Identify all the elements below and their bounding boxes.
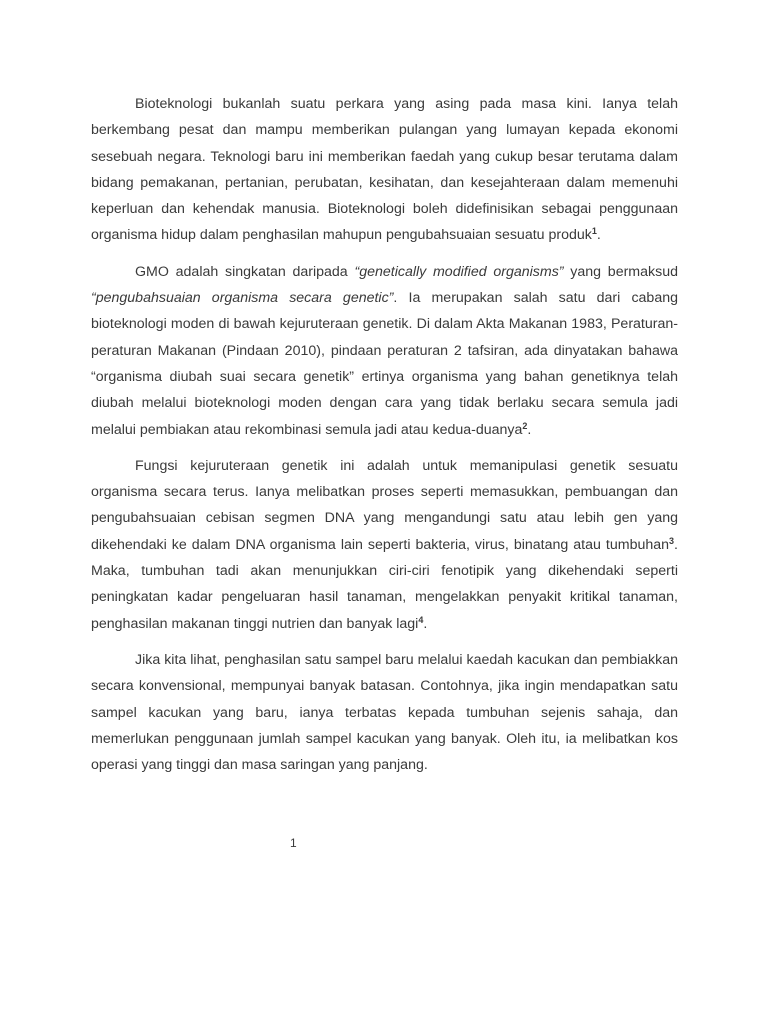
text-run: . <box>527 421 532 438</box>
italic-term: “pengubahsuaian organisma secara genetic” <box>91 290 394 307</box>
text-run: . Maka, tumbuhan tadi akan menunjukkan ciri-ciri fenotipik yang dikehendaki seperti peningkatan kadar pengeluaran hasil tanaman, mengelakkan penyakit kritikal tanaman, penghasilan makanan tinggi nutrien dan banyak lagi <box>91 536 678 632</box>
paragraph-kacukan <box>91 647 678 778</box>
text-run: yang bermaksud <box>563 263 678 280</box>
italic-term: “genetically modified organisms” <box>354 263 564 280</box>
text-run: . <box>423 615 428 632</box>
text-run: Fungsi kejuruteraan genetik ini adalah untuk memanipulasi genetik sesuatu organisma secara terus. Ianya melibatkan proses seperti memasukkan, pembuangan dan pengubahsuaian cebisan segmen DNA yang mengandungi satu atau lebih gen yang dikehendaki ke dalam DNA organisma lain seperti bakteria, virus, binatang atau tumbuhan <box>91 457 678 553</box>
footnote-ref-3: 3 <box>669 535 675 546</box>
text-run: GMO adalah singkatan daripada <box>135 263 355 280</box>
body-text <box>91 91 678 788</box>
text-run: Jika kita lihat, penghasilan satu sampel baru melalui kaedah kacukan dan pembiakkan secara konvensional, mempunyai banyak batasan. Contohnya, jika ingin mendapatkan satu sampel kacukan yang baru, ianya terbatas kepada tumbuhan sejenis sahaja, dan memerlukan penggunaan jumlah sampel kacukan yang banyak. Oleh itu, ia melibatkan kos operasi yang tinggi dan masa saringan yang panjang. <box>91 651 678 774</box>
text-run: . Ia merupakan salah satu dari cabang bioteknologi moden di bawah kejuruteraan genetik. Di dalam Akta Makanan 1983, Peraturan-peraturan Makanan (Pindaan 2010), pindaan peraturan 2 tafsiran, ada dinyatakan bahawa “organisma diubah suai secara genetik” ertinya organisma yang bahan genetiknya telah diubah melalui bioteknologi moden dengan cara yang tidak berlaku secara semula jadi melalui pembiakan atau rekombinasi semula jadi atau kedua-duanya <box>91 290 678 438</box>
text-run: . <box>596 227 601 244</box>
paragraph-gmo <box>91 259 678 443</box>
paragraph-fungsi <box>91 453 678 637</box>
footnote-ref-2: 2 <box>522 420 528 431</box>
footnote-ref-4: 4 <box>418 614 424 625</box>
page-number: 1 <box>290 836 297 850</box>
footnote-ref-1: 1 <box>591 226 597 237</box>
text-run: Bioteknologi bukanlah suatu perkara yang asing pada masa kini. Ianya telah berkembang pesat dan mampu memberikan pulangan yang lumayan kepada ekonomi sesebuah negara. Teknologi baru ini memberikan faedah yang cukup besar terutama dalam bidang pemakanan, pertanian, perubatan, kesihatan, dan kesejahteraan dalam memenuhi keperluan dan kehendak manusia. Bioteknologi boleh didefinisikan sebagai penggunaan organisma hidup dalam penghasilan mahupun pengubahsuaian sesuatu produk <box>91 96 678 244</box>
paragraph-bioteknologi <box>91 91 678 249</box>
